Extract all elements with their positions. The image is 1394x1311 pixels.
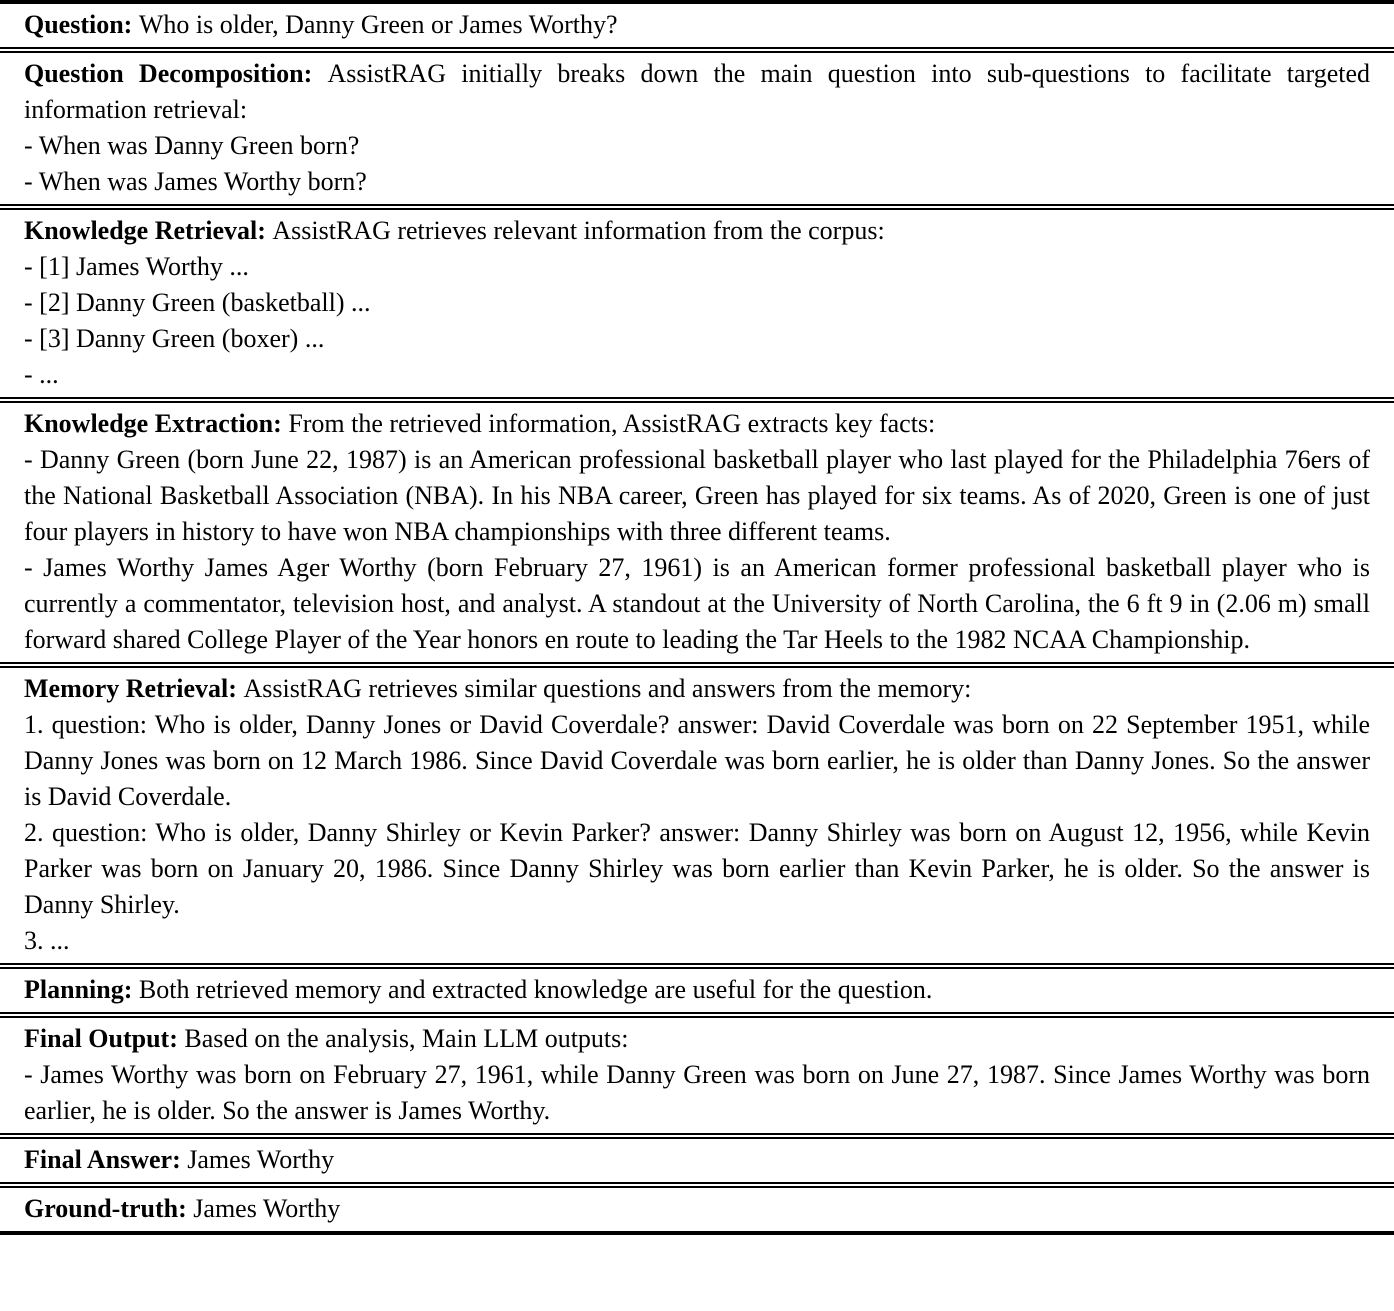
row-label: Knowledge Retrieval: [24,216,273,245]
table-row-question [0,4,1394,47]
table-row-final-output [0,1018,1394,1133]
row-intro-text: James Worthy [193,1194,341,1223]
row-intro-text: Both retrieved memory and extracted knowledge are useful for the question. [138,975,933,1004]
row-intro-text: AssistRAG retrieves relevant information from the corpus: [272,216,885,245]
table-rows [0,4,1394,1231]
table-row-question-decomposition [0,53,1394,204]
row-intro-text: From the retrieved information, AssistRAG extracts key facts: [288,409,936,438]
row-item: - [3] Danny Green (boxer) ... [24,324,325,353]
row-label: Final Output: [24,1024,185,1053]
row-paragraph [24,1021,1370,1057]
row-label: Question: [24,10,139,39]
row-label: Ground-truth: [24,1194,194,1223]
row-item: - James Worthy James Ager Worthy (born February 27, 1961) is an American former professional basketball player who is currently a commentator, television host, and analyst. A standout at the University of North Carolina, the 6 ft 9 in (2.06 m) small forward shared College Player of the Year honors en route to leading the Tar Heels to the 1982 NCAA Championship. [24,553,1370,654]
table-row-ground-truth [0,1188,1394,1231]
row-intro-text: James Worthy [187,1145,335,1174]
row-paragraph [24,1191,1370,1227]
row-paragraph [24,972,1370,1008]
table-row-final-answer [0,1139,1394,1182]
row-item: 1. question: Who is older, Danny Jones or David Coverdale? answer: David Coverdale was born on 22 September 1951, while Danny Jones was born on 12 March 1986. Since David Coverdale was born earlier, he is older than Danny Jones. So the answer is David Coverdale. [24,710,1370,811]
row-item: - James Worthy was born on February 27, 1961, while Danny Green was born on June 27, 1987. Since James Worthy was born earlier, he is older. So the answer is James Worthy. [24,1060,1370,1125]
row-item: - Danny Green (born June 22, 1987) is an American professional basketball player who last played for the Philadelphia 76ers of the National Basketball Association (NBA). In his NBA career, Green has played for six teams. As of 2020, Green is one of just four players in history to have won NBA championships with three different teams. [24,445,1370,546]
row-intro-text: Based on the analysis, Main LLM outputs: [184,1024,629,1053]
row-item: - When was Danny Green born? [24,131,360,160]
row-paragraph [24,1142,1370,1178]
row-item: - When was James Worthy born? [24,167,367,196]
table-row-planning [0,969,1394,1012]
row-paragraph [24,671,1370,707]
row-label: Question Decomposition: [24,59,328,88]
row-intro-text: AssistRAG retrieves similar questions and answers from the memory: [243,674,972,703]
row-label: Knowledge Extraction: [24,409,289,438]
row-label: Memory Retrieval: [24,674,244,703]
row-paragraph [24,7,1370,43]
row-intro-text: Who is older, Danny Green or James Worthy? [138,10,618,39]
row-intro-text: AssistRAG initially breaks down the main question into sub-questions to facilitate targeted information retrieval: [24,59,1370,124]
row-label: Planning: [24,975,139,1004]
row-item: - ... [24,360,59,389]
row-paragraph [24,406,1370,442]
row-paragraph [24,213,1370,249]
row-item: 3. ... [24,926,70,955]
row-item: 2. question: Who is older, Danny Shirley or Kevin Parker? answer: Danny Shirley was born on August 12, 1956, while Kevin Parker was born on January 20, 1986. Since Danny Shirley was born earlier than Kevin Parker, he is older. So the answer is Danny Shirley. [24,818,1370,919]
row-paragraph [24,56,1370,128]
row-item: - [2] Danny Green (basketball) ... [24,288,371,317]
row-label: Final Answer: [24,1145,188,1174]
table-row-knowledge-retrieval [0,210,1394,397]
table-row-memory-retrieval [0,668,1394,963]
table-bottom-rule [0,1231,1394,1235]
table-row-knowledge-extraction [0,403,1394,662]
row-item: - [1] James Worthy ... [24,252,249,281]
